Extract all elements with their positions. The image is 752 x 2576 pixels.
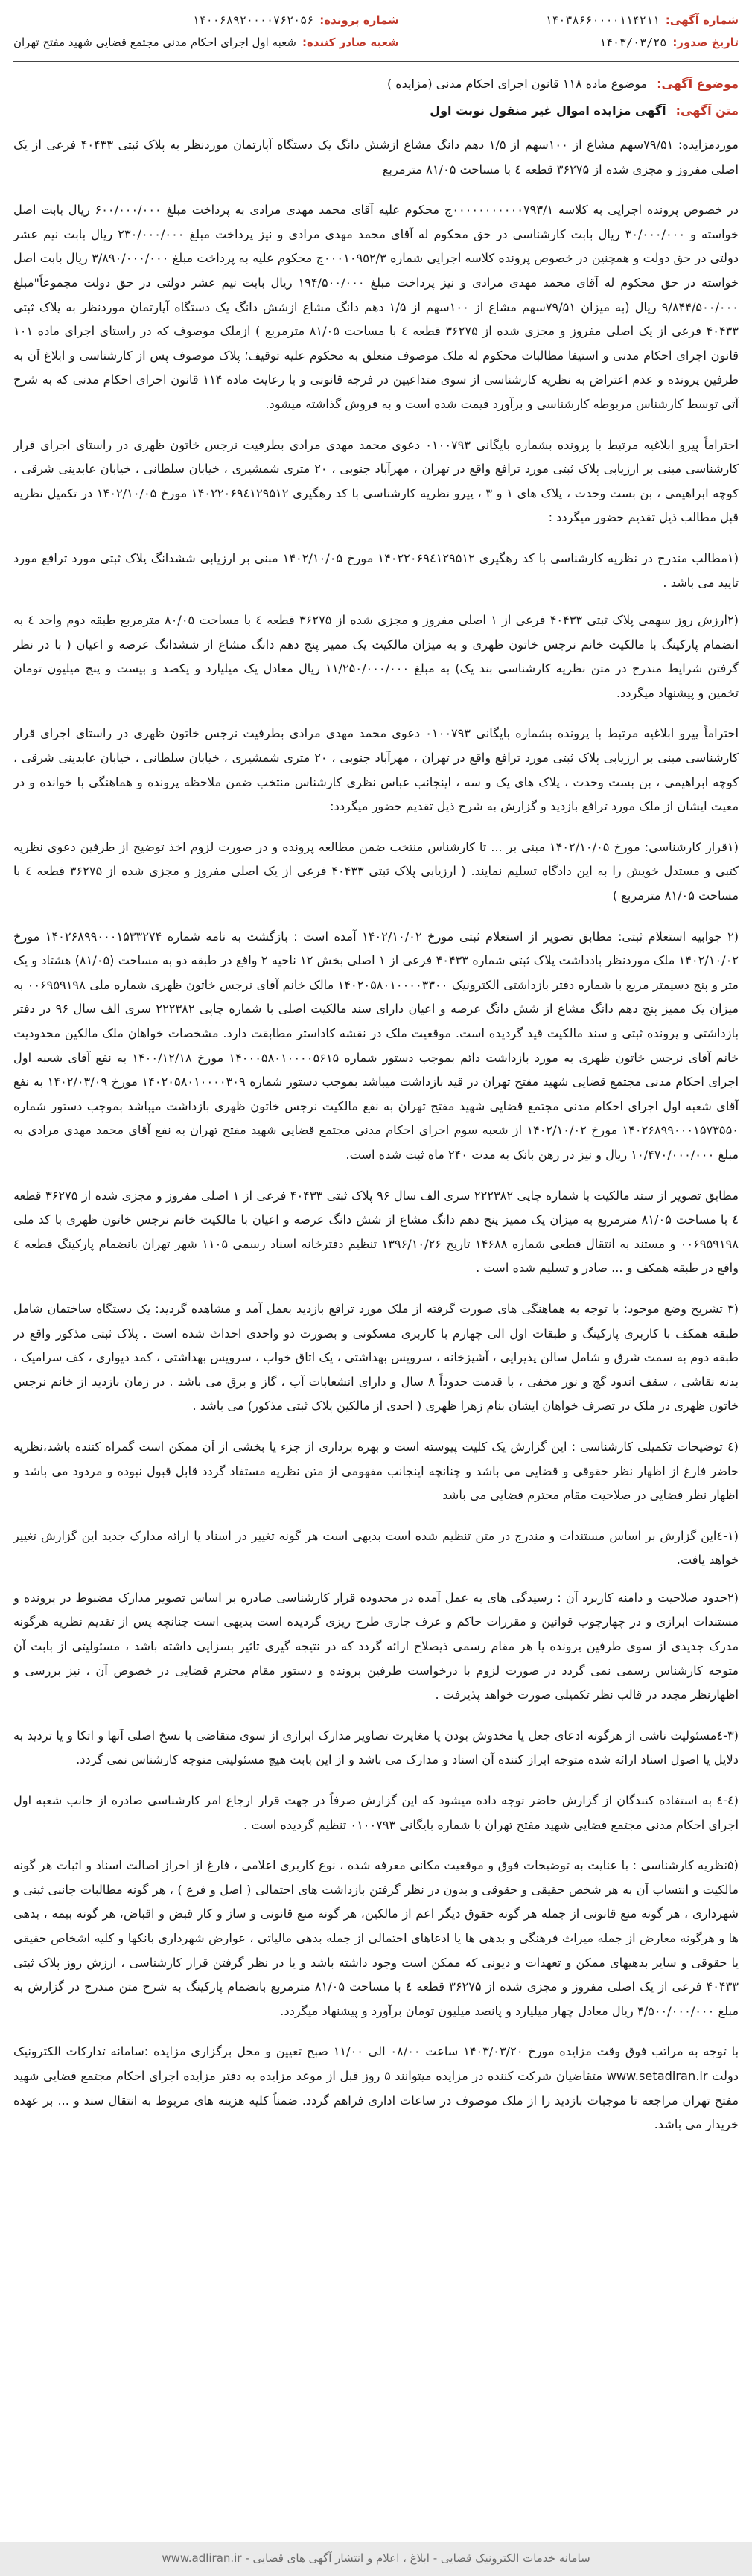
case-number-row (13, 9, 399, 31)
header-left-column (13, 9, 399, 54)
notice-number-label: شماره آگهی: (665, 13, 739, 27)
text-title-value: آگهی مزایده اموال غیر منقول نوبت اول (430, 104, 666, 118)
branch-label: شعبه صادر کننده: (302, 36, 399, 49)
subject-label: موضوع آگهی: (657, 77, 739, 91)
branch-value: شعبه اول اجرای احکام مدنی مجتمع قضایی شهید مفتح تهران (13, 36, 296, 49)
paragraph-registry-inquiry: (۲ جوابیه استعلام ثبتی: مطابق تصویر از استعلام ثبتی مورخ ۱۴۰۲/۱۰/۰۲ آمده است : بازگشت به نامه شماره ۱۴۰۲۶۸۹۹۰۰۰۱۵۳۳۲۷۴ مورخ ۱۴۰۲/۱۰/۰۲ ملک موردنظر بادداشت پلاک ثبتی شماره ۴۰۴۳۳ فرعی از ۱ اصلی بخش ۱۲ ناحیه ۲ واقع در طبقه دو به مساحت (۸۱/۰۵) هشتاد و یک متر و پنج دسیمتر مربع با شماره دفتر بازداشتی الکترونیک ۱۴۰۲۰۵۸۰۱۰۰۰۰۳۳۰۰ مالک خانم آقای نرجس خاتون ظهری شماره ملی ۰۰۶۹۵۹۱۹۸ به میزان یک ممیز پنج دهم دانگ مشاع از شش دانگ عرصه و اعیان دارای سند مالکیت اصلی با شماره چاپی ۲۲۲۳۸۲ سری الف سال ۹۶ در دفتر بازداشتی و پرونده ثبتی و سند مالکیت قید گردیده است. موقعیت ملک در نقشه کاداستر مطابقت دارد. مشخصات خواهان ملک مالکین محدودیت خانم آقای نرجس خاتون ظهری به مورد بازداشت دائم بموجب دستور شماره ۱۴۰۰۰۵۸۰۱۰۰۰۰۵۶۱۵ مورخ ۱۴۰۰/۱۲/۱۸ به نفع آقای شعبه اول اجرای احکام مدنی مجتمع قضایی شهید مفتح تهران در قید بازداشت میباشد بموجب دستور شماره ۱۴۰۲۰۵۸۰۱۰۰۰۰۳۰۹ مورخ ۱۴۰۲/۰۳/۰۹ به نفع آقای شعبه اول اجرای احکام مدنی مجتمع قضایی شهید مفتح تهران به نفع مالکیت نرجس خاتون ظهری بازداشت میباشد بموجب دستور شماره ۱۴۰۲۶۸۹۹۰۰۰۱۵۷۳۵۵۰ مورخ ۱۴۰۲/۱۰/۰۲ از شعبه سوم اجرای احکام مدنی مجتمع قضایی شهید مفتح تهران به نفع آقای محمد مهدی مرادی به مبلغ ۱۰/۴۷۰/۰۰۰/۰۰۰ ریال و نیز در رهن بانک به مدت ۲۴۰ ماه ثبت شده است. (13, 929, 739, 1162)
paragraph-expert-order: (۱قرار کارشناسی: مورخ ۱۴۰۲/۱۰/۰۵ مبنی بر ... تا کارشناس منتخب ضمن مطالعه پرونده و در صورت لزوم اخذ توضیح از طرفین دعوی نظریه کتبی و مستدل خویش را به این دادگاه تسلیم نمایند. ( ارزیابی پلاک ثبتی ۴۰۴۳۳ فرعی از یک اصلی مفروز و مجزی شده از ۳۶۲۷۵ قطعه ٤ با مساحت ۸۱/۰۵ مترمربع ) (13, 839, 739, 903)
paragraph-expert-intro-2: احتراماً پیرو ابلاغیه مرتبط با پرونده بشماره بایگانی ۰۱۰۰۷۹۳ دعوی محمد مهدی مرادی بطرفیت نرجس خاتون ظهری در راستای اجرای قرار کارشناسی مبنی بر ارزیابی پلاک ثبتی مورد ترافع واقع در تهران ، مهرآباد جنوبی ، ۲۰ متری شمشیری ، خیابان سلطانی ، خیابان عابدینی شرقی ، کوچه ابراهیمی ، بن بست وحدت ، پلاک های یک و سه ، اینجانب عباس نظری کارشناس منتخب ضمن ملاحظه پرونده و هماهنگی با خوانده و در معیت ایشان از ملک مورد ترافع بازدید و گزارش به شرح ذیل تقدیم حضور میگردد: (13, 726, 739, 814)
notice-text-title (13, 99, 739, 123)
paragraph-expert-opinion: (۵نظریه کارشناسی : با عنایت به توضیحات فوق و موقعیت مکانی معرفه شده ، نوع کاربری اعلامی ، فارغ از احراز اصالت اسناد و اثبات هر گونه مالکیت و انتساب آن به هر شخص حقیقی و حقوقی و بدون در نظر گرفتن بازداشت های احتمالی ( اصل و فرع ) ، هر گونه مطالبات جانبی ثبتی و شهرداری ، هر گونه منع قانونی از جمله هر گونه حقوق دیگر اعم از مالکین، هر گونه منع قانونی و ساز و کار قبض و اقباض، هر گونه بیمه ، بدهی ها و هرگونه معارض از جمله میراث فرهنگی و بدهی ها یا ادعاهای احتمالی از جمله بدهی مالیاتی ، عوارض شهرداری بانکها و کلیه اشخاص حقیقی یا حقوقی و سایر بدهیهای ممکن و تعهدات و دیونی که ممکن است وجود داشته باشد و یا در نظر گرفتن قرار کارشناسی ، ارزش روز پلاک ثبتی ۴۰۴۳۳ فرعی از یک اصلی مفروز و مجزی شده از ۳۶۲۷۵ قطعه ٤ با مساحت ۸۱/۰۵ مترمربع بانضمام پارکینگ به شرح متن مندرج در گزارش به مبلغ ۴/۵۰۰/۰۰۰/۰۰۰ ریال معادل چهار میلیارد و پانصد میلیون تومان برآورد و پیشنهاد میگردد. (13, 1858, 739, 2018)
case-number-label: شماره پرونده: (319, 13, 399, 27)
paragraph-item-1: (۱مطالب مندرج در نظریه کارشناسی با کد رهگیری ۱۴۰۲۲۰۶۹٤۱۲۹۵۱۲ مورخ ۱۴۰۲/۱۰/۰۵ مبنی بر ارزیابی ششدانگ پلاک ثبتی مورد ترافع مورد تایید می باشد . (13, 550, 739, 590)
case-number-value: ۱۴۰۰۶۸۹۲۰۰۰۰۷۶۲۰۵۶ (192, 13, 314, 27)
issue-date-value: ۱۴۰۳/۰۳/۲۵ (599, 36, 667, 49)
paragraph-note-4-3: (۳-٤مسئولیت ناشی از هرگونه ادعای جعل یا مخدوش بودن یا مغایرت تصاویر مدارک ابرازی از سوی متقاضی با نسخ اصلی آنها و اتکا و یا تردید به دلایل یا اصول اسناد ارائه شده متوجه ابراز کننده آن اسناد و مدارک می باشد و از این بابت هیچ مسئولیتی متوجه کارشناس نمی گردد. (13, 1728, 739, 1767)
header-divider (13, 61, 739, 62)
paragraph-current-status: (۳ تشریح وضع موجود: با توجه به هماهنگی های صورت گرفته از ملک مورد ترافع بازدید بعمل آمد و مشاهده گردید: یک دستگاه ساختمان شامل طبقه همکف با کاربری پارکینگ و طبقات اول الی چهارم با کاربری مسکونی و بصورت دو واحدی احداث شده است . پلاک ثبتی مذکور واقع در طبقه دوم به سمت شرق و شامل سالن پذیرایی ، آشپزخانه ، سرویس بهداشتی ، یک اتاق خواب ، سرویس بهداشتی ، کمد دیواری ، کف سرامیک ، بدنه نقاشی ، سقف اندود گچ و نور مخفی ، با قدمت حدوداً ۸ سال و دارای انشعابات آب ، گاز و برق می باشد . در زمان بازدید از خانم نرجس خاتون ظهری در ملک در تصرف خواهان ایشان بنام زهرا ظهری ( احدی از مالکین پلاک ثبتی مذکور) می باشد . (13, 1301, 739, 1413)
paragraph-title-deed: مطابق تصویر از سند مالکیت با شماره چاپی ۲۲۲۳۸۲ سری الف سال ۹۶ پلاک ثبتی ۴۰۴۳۳ فرعی از ۱ اصلی مفروز و مجزی شده از ۳۶۲۷۵ قطعه ٤ با مساحت ۸۱/۰۵ مترمربع به میزان یک ممیز پنج دهم دانگ مشاع از شش دانگ عرصه و اعیان با مالکیت خانم نرجس خاتون ظهری با کد ملی ۰۰۶۹۵۹۱۹۸ و مستند به انتقال قطعی شماره ۱۴۶۸۸ تاریخ ۱۳۹۶/۱۰/۲۶ تنظیم دفترخانه اسناد رسمی ۱۱۰۵ شهر تهران بانضمام پارکینگ قطعه ٤ واقع در طبقه همکف و ... صادر و تسلیم شده است . (13, 1188, 739, 1276)
notice-body (13, 133, 739, 2137)
paragraph-expert-intro-1: احتراماً پیرو ابلاغیه مرتبط با پرونده بشماره بایگانی ۰۱۰۰۷۹۳ دعوی محمد مهدی مرادی بطرفیت نرجس خاتون ظهری در راستای اجرای قرار کارشناسی مبنی بر ارزیابی پلاک ثبتی مورد ترافع واقع در تهران ، مهرآباد جنوبی ، ۲۰ متری شمشیری ، خیابان سلطانی ، خیابان عابدینی شرقی ، کوچه ابراهیمی ، بن بست وحدت ، پلاک های ۱ و ۳ ، پیرو نظریه کارشناسی با کد رهگیری ۱۴۰۲۲۰۶۹٤۱۲۹۵۱۲ مورخ ۱۴۰۲/۱۰/۰۵ در تکمیل نظریه قبل مطالب ذیل تقدیم حضور میگردد : (13, 437, 739, 525)
paragraph-item-2: (۲ارزش روز سهمی پلاک ثبتی ۴۰۴۳۳ فرعی از ۱ اصلی مفروز و مجزی شده از ۳۶۲۷۵ قطعه ٤ با مساحت ۸۰/۰۵ مترمربع طبقه دوم واحد ٤ به انضمام پارکینگ با مالکیت خانم نرجس خاتون ظهری و به میزان مالکیت یک ممیز پنج دهم دانگ مشاع از ششدانگ عرصه و اعیان ( با در نظر گرفتن شرایط مندرج در متن نظریه کارشناسی بند یک) به مبلغ ۱۱/۲۵۰/۰۰۰/۰۰۰ ریال معادل یک میلیارد و یکصد و بیست و پنج میلیون تومان تخمین و پیشنهاد میگردد. (13, 613, 739, 700)
subject-value: موضوع ماده ۱۱۸ قانون اجرای احکام مدنی (مزایده ) (386, 77, 648, 91)
header-right-column (545, 9, 739, 54)
footer-band (0, 2542, 752, 2576)
paragraph-auction-time: با توجه به مراتب فوق وقت مزایده مورخ ۱۴۰۳/۰۳/۲۰ ساعت ۰۸/۰۰ الی ۱۱/۰۰ صبح تعیین و محل برگزاری مزایده :سامانه تدارکات الکترونیک دولت www.setadiran.ir متقاضیان شرکت کننده در مزایده میتوانند ۵ روز قبل از موعد مزایده به دفتر مزایده اجرای احکام مجتمع قضایی شهید مفتح تهران مراجعه تا موجبات بازدید را از ملک موصوف در ساعات اداری فراهم گردد. ضمناً کلیه هزینه های مربوط به انتقال سند و ... بر عهده خریدار می باشد. (13, 2044, 739, 2132)
notice-number-row (545, 9, 739, 31)
footer-text: سامانه خدمات الکترونیک قضایی - ابلاغ ، اعلام و انتشار آگهی های قضایی - www.adliran.ir (162, 2551, 590, 2565)
paragraph-supplementary: (٤ توضیحات تکمیلی کارشناسی : این گزارش یک کلیت پیوسته است و بهره برداری از جزء یا بخشی از آن ممکن است گمراه کننده باشد،نظریه حاضر فارغ از اظهار نظر حقوقی و قضایی می باشد و چنانچه اینجانب مفهومی از متن نظریه مستفاد گردد قابل قبول نبوده و مردود می باشد و اظهار نظر قضایی در صلاحیت مقام محترم قضایی می باشد (13, 1439, 739, 1503)
paragraph-scope: (۲حدود صلاحیت و دامنه کاربرد آن : رسیدگی های به عمل آمده در محدوده قرار کارشناسی صادره بر اساس تصویر مدارک مضبوط در پرونده و مستندات ابرازی و در چهارچوب قوانین و مقررات حاکم و عرف جاری طرح ریزی گردیده است بدیهی است چنانچه پس از تقدیم نظریه هرگونه مدرک جدیدی از سوی طرفین پرونده یا هر مقام رسمی ذیصلاح ارائه گردد که در نتیجه گیری تاثیر بسزایی داشته باشد ، مسئولیتی از بابت آن متوجه کارشناس رسمی نمی گردد در صورت لزوم با درخواست طرفین پرونده و دستور مقام محترم قضایی در خصوص آن ، نیز بررسی و اظهارنظر مجدد در قالب نظر تکمیلی صورت خواهد پذیرفت . (13, 1590, 739, 1702)
paragraph-auction-subject: موردمزایده: ۷۹/۵۱سهم مشاع از ۱۰۰سهم از ۱/۵ دهم دانگ مشاع ازشش دانگ یک دستگاه آپارتمان موردنظر به پلاک ثبتی ۴۰۴۳۳ فرعی از یک اصلی مفروز و مجزی شده از ۳۶۲۷۵ قطعه ٤ با مساحت ۸۱/۰۵ مترمربع (13, 138, 739, 176)
branch-row (13, 31, 399, 54)
text-title-label: متن آگهی: (675, 104, 739, 118)
paragraph-note-4-4: (٤-٤ به استفاده کنندگان از گزارش حاضر توجه داده میشود که این گزارش صرفاً در جهت قرار ارجاع امر کارشناسی صادره از جانب شعبه اول اجرای احکام مدنی مجتمع قضایی شهید مفتح تهران با شماره بایگانی ۰۱۰۰۷۹۳ تنظیم گردیده است . (13, 1793, 739, 1832)
paragraph-case-background: در خصوص پرونده اجرایی به کلاسه ۰۰۰۰۰۰۰۰۰۰۰۷۹۳/۱ج محکوم علیه آقای محمد مهدی مرادی به پرداخت مبلغ ۶۰۰/۰۰۰/۰۰۰ ریال بابت اصل خواسته و ۳۰/۰۰۰/۰۰۰ ریال بابت کارشناسی در حق محکوم له آقای محمد مهدی مرادی و نیز پرداخت مبلغ ۲۳۰/۰۰۰/۰۰۰ ریال بابت نیم عشر دولتی در حق دولت و همچنین در خصوص پرونده کلاسه اجرایی شماره ۰۰۰۱۰۹۵۲/۳ج محکوم علیه به پرداخت مبلغ ۳/۸۹۰/۰۰۰/۰۰۰ ریال بابت اصل خواسته در حق محکوم له آقای محمد مهدی مرادی و نیز پرداخت مبلغ ۱۹۴/۵۰۰/۰۰۰ ریال بابت نیم عشر دولتی در حق دولت مجموعاً"مبلغ ۹/۸۴۴/۵۰۰/۰۰۰ ریال (به میزان ۷۹/۵۱سهم مشاع از ۱۰۰سهم از ۱/۵ دهم دانگ مشاع ازشش دانگ یک دستگاه آپارتمان موردنظر به پلاک ثبتی ۴۰۴۳۳ فرعی از یک اصلی مفروز و مجزی شده از ۳۶۲۷۵ قطعه ٤ با مساحت ۸۱/۰۵ مترمربع ) ازملک موصوف که در راستای اجرای ماده ۱۰۱ قانون اجرای احکام مدنی و استیفا مطالبات محکوم له ملک موصوف متعلق به محکوم علیه توقیف؛ پلاک موصوف پس از کارشناسی و ابلاغ آن به طرفین پرونده و عدم اعتراض به نظریه کارشناسی از سوی متداعیین در فرجه قانونی و با رعایت ماده ۱۱۴ قانون اجرای احکام مدنی که به شرح آتی توسط کارشناس مربوطه کارشناسی و برآورد قیمت شده است و به فروش گذاشته میشود. (13, 203, 739, 411)
notice-subject (13, 72, 739, 96)
issue-date-row (545, 31, 739, 54)
notice-header (13, 9, 739, 54)
notice-number-value: ۱۴۰۳۸۶۶۰۰۰۰۱۱۴۲۱۱ (545, 13, 660, 27)
issue-date-label: تاریخ صدور: (672, 36, 739, 49)
paragraph-note-4-1: (۱-٤این گزارش بر اساس مستندات و مندرج در متن تنظیم شده است بدیهی است هر گونه تغییر در اسناد یا ارائه مدارک جدید این گزارش تغییر خواهد یافت. (13, 1528, 739, 1568)
